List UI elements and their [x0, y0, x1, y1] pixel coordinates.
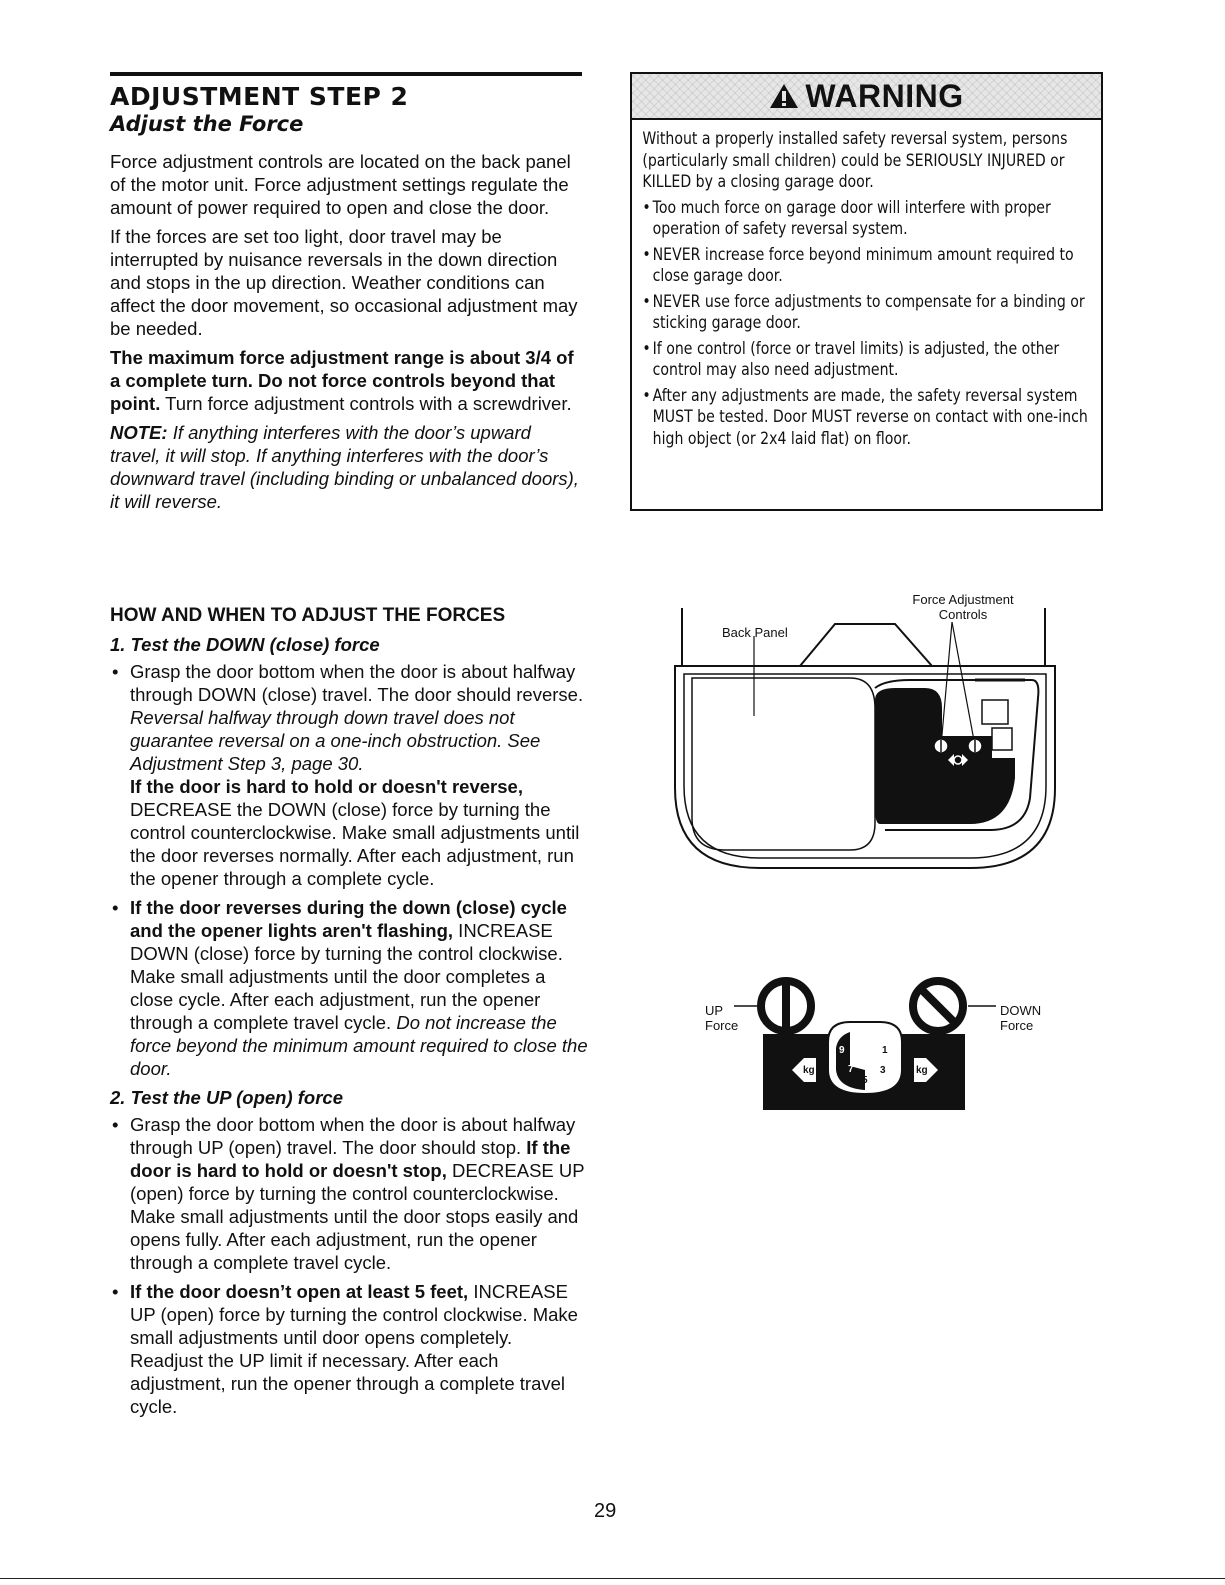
motor-unit-figure [670, 588, 1060, 878]
s2b1-text: Grasp the door bottom when the door is about halfway through UP (open) travel. The door should stop. [130, 1114, 576, 1158]
how-when-section [110, 604, 590, 1424]
bottom-rule [0, 1578, 1225, 1579]
adjustment-step-section [110, 72, 582, 519]
note-label: NOTE: [110, 422, 168, 443]
list-item [110, 1280, 590, 1418]
bullet-icon: • [112, 1281, 119, 1302]
warning-bullet: • If one control (force or travel limits) is adjusted, the other control may also need adjustment. [642, 338, 1060, 379]
max-range-rest: Turn force adjustment controls with a screwdriver. [160, 393, 572, 414]
warning-bullet: • NEVER use force adjustments to compensate for a binding or sticking garage door. [642, 291, 1085, 332]
warning-title [632, 78, 1101, 115]
bullet-icon: • [642, 244, 651, 264]
s2b2-bold: If the door doesn’t open at least 5 feet, [130, 1281, 469, 1302]
max-range-bold: The maximum force adjustment range is about 3/4 of a complete turn. Do not force controls beyond that point. [110, 347, 574, 414]
dial-mark: 5 [862, 1075, 868, 1086]
down-force-label: DOWN Force [1000, 1003, 1042, 1033]
intro-paragraph-3 [110, 346, 582, 415]
s2b2-rest: INCREASE UP (open) force by turning the control clockwise. Make small adjustments until door opens completely. Readjust the UP limit if necessary. After each adjustment, run the opener through a complete travel cycle. [130, 1281, 578, 1417]
s1b1-bold: If the door is hard to hold or doesn't reverse, [130, 776, 523, 797]
bullet-icon: • [112, 1114, 119, 1135]
warning-box [630, 72, 1103, 511]
s1b1-text: Grasp the door bottom when the door is about halfway through DOWN (close) travel. The door should reverse. [130, 661, 584, 705]
warning-title-text: WARNING [805, 78, 964, 114]
bullet-icon: • [642, 385, 651, 405]
force-dial-figure [700, 970, 1060, 1120]
dial-mark: 1 [882, 1045, 888, 1056]
warning-body [632, 120, 1104, 449]
bullet-icon: • [112, 897, 119, 918]
bullet-icon: • [642, 338, 651, 358]
bullet-icon: • [642, 197, 651, 217]
header-rule [110, 72, 582, 76]
list-item [110, 1113, 590, 1274]
intro-paragraph-2: If the forces are set too light, door travel may be interrupted by nuisance reversals in the down direction and stops in the up direction. Weather conditions can affect the door movement, so occasional adjustment may be needed. [110, 226, 578, 339]
note-paragraph [110, 421, 582, 513]
s1b2-bold: If the door reverses during the down (close) cycle and the opener lights aren't flashing, [130, 897, 567, 941]
list-item [110, 896, 590, 1080]
dial-mark: 3 [880, 1065, 886, 1076]
section-title: HOW AND WHEN TO ADJUST THE FORCES [110, 605, 506, 626]
page-subtitle: Adjust the Force [110, 112, 304, 136]
s1b1-rest: DECREASE the DOWN (close) force by turning the control counterclockwise. Make small adjustments until the door reverses normally. After each adjustment, run the opener through a complete cycle. [130, 799, 580, 889]
s2b1-bold: If the door is hard to hold or doesn't stop, [130, 1137, 571, 1181]
warning-bullet: • NEVER increase force beyond minimum amount required to close garage door. [642, 244, 1074, 285]
warning-intro: Without a properly installed safety reversal system, persons (particularly small children) could be SERIOUSLY INJURED or KILLED by a closing garage door. [642, 129, 1068, 191]
back-panel-label: Back Panel [722, 625, 788, 640]
note-text: If anything interferes with the door’s upward travel, it will stop. If anything interferes with the door’s downward travel (including binding or unbalanced doors), it will reverse. [110, 422, 579, 512]
s1b2-rest: INCREASE DOWN (close) force by turning the control clockwise. Make small adjustments until the door completes a close cycle. After each adjustment, run the opener through a complete travel cycle. [130, 920, 563, 1033]
kg-up-icon: kg [803, 1065, 815, 1076]
step-2-title: 2. Test the UP (open) force [110, 1087, 343, 1108]
s2b1-rest: DECREASE UP (open) force by turning the control counterclockwise. Make small adjustments until the door stops easily and opens fully. After each adjustment, run the opener through a complete travel cycle. [130, 1160, 585, 1273]
page-title: ADJUSTMENT STEP 2 [110, 82, 409, 111]
dial-mark: 9 [839, 1045, 845, 1056]
warning-triangle-icon [769, 83, 799, 109]
up-force-label: UP Force [705, 1003, 739, 1033]
s1b1-italic: Reversal halfway through down travel does not guarantee reversal on a one-inch obstruction. See Adjustment Step 3, page 30. [130, 707, 541, 774]
dial-mark: 7 [848, 1064, 854, 1075]
warning-bullet: • Too much force on garage door will interfere with proper operation of safety reversal system. [642, 197, 1051, 238]
page-number: 29 [594, 1500, 617, 1522]
intro-paragraph-1: Force adjustment controls are located on the back panel of the motor unit. Force adjustment settings regulate the amount of power required to open and close the door. [110, 151, 571, 218]
step-1-title: 1. Test the DOWN (close) force [110, 634, 380, 655]
warning-bullet: • After any adjustments are made, the safety reversal system MUST be tested. Door MUST reverse on contact with one-inch high object (or 2x4 laid flat) on floor. [642, 385, 1088, 448]
force-controls-label: Force Adjustment Controls [912, 592, 1014, 622]
kg-down-icon: kg [916, 1065, 928, 1076]
s1b2-italic: Do not increase the force beyond the minimum amount required to close the door. [130, 1012, 588, 1079]
bullet-icon: • [642, 291, 651, 311]
bullet-icon: • [112, 661, 119, 682]
warning-header [632, 74, 1101, 120]
list-item [110, 660, 590, 890]
force-dial-illustration [700, 970, 1060, 1120]
